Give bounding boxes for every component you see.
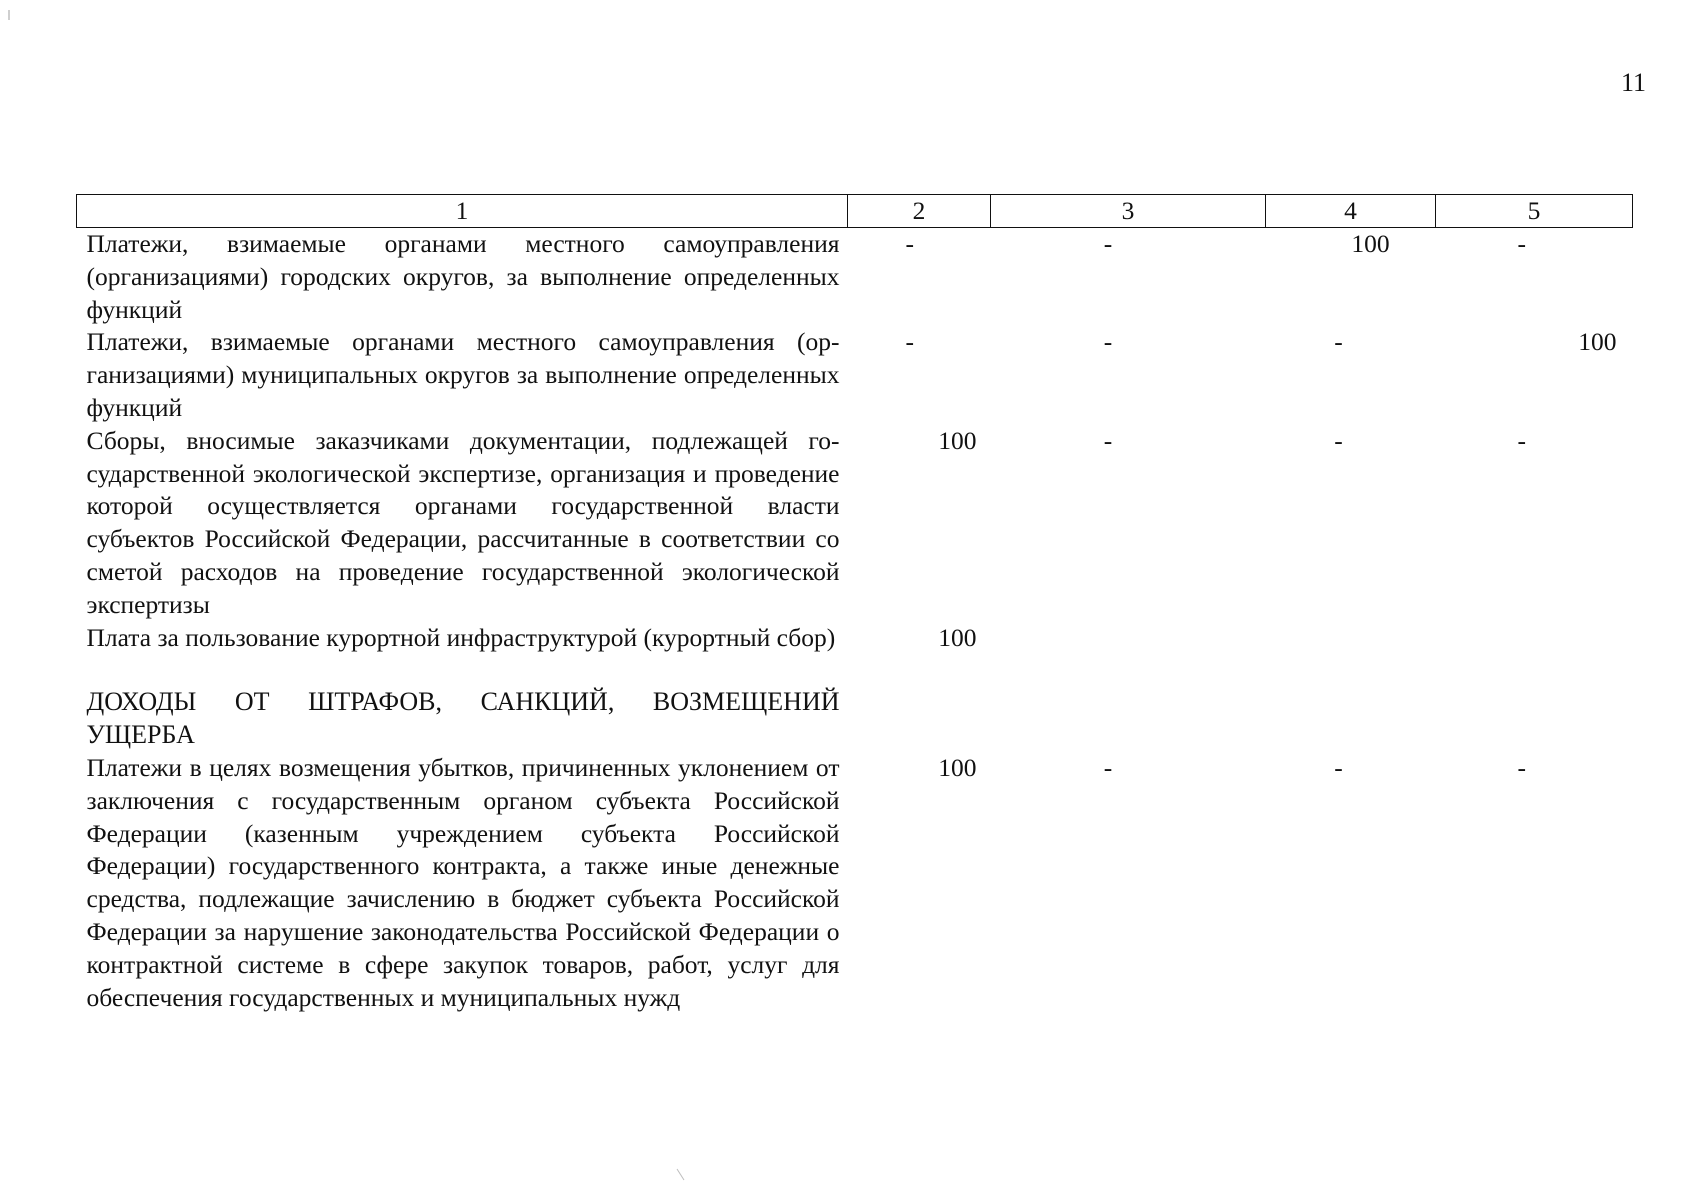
section-heading-line-2: УЩЕРБА (86, 720, 195, 750)
column-header-5: 5 (1436, 195, 1633, 228)
cell-value: - (1103, 229, 1113, 258)
cell-value: - (1334, 327, 1343, 357)
row-label: Платежи, взимаемые органами местного самоуправления (организациями) муниципальных округов за выполнение определенных функций (86, 327, 840, 422)
table-row (77, 752, 1633, 1014)
column-header-3: 3 (991, 195, 1266, 228)
row-label: Платежи, взимаемые органами местного самоуправления (организациями) городских округов, за выполнение определенных функций (86, 229, 840, 324)
table-row (77, 326, 1633, 424)
cell-value: - (1103, 752, 1113, 782)
cell-value: - (1334, 425, 1343, 455)
page-number: 11 (1620, 68, 1646, 97)
cell-value: 100 (938, 622, 977, 652)
section-heading-line-1: ДОХОДЫ ОТ ШТРАФОВ, САНКЦИЙ, ВОЗМЕЩЕНИЙ (86, 687, 840, 717)
cell-value: - (1103, 425, 1113, 455)
row-label: Плата за пользование курортной инфраструктурой (курортный сбор) (86, 622, 836, 652)
column-header-4: 4 (1266, 195, 1436, 228)
cell-value: - (1103, 327, 1113, 357)
table-header-row (77, 195, 1633, 228)
cell-value: - (1517, 229, 1526, 258)
table-row (77, 622, 1633, 655)
table-row (77, 228, 1633, 327)
column-header-2: 2 (848, 195, 991, 228)
row-label: Платежи в целях возмещения убытков, причиненных уклонением от заключения с государственным органом субъекта Российской Федерации (казенным учреждением субъекта Российской Федерации) государственного контракта, а также иные денежные средства, подлежащие зачислению в бюджет субъекта Российской Федерации за нарушение законодательства Российской Федерации о контрактной системе в сфере закупок товаров, работ, услуг для обеспечения государственных и муниципальных нужд (86, 752, 840, 1012)
scan-artifact-mark (8, 10, 10, 20)
revenue-distribution-table (76, 194, 1633, 1014)
cell-value: - (1517, 425, 1526, 455)
cell-value: 100 (938, 752, 977, 782)
cell-value: - (1517, 752, 1526, 782)
section-heading-row (77, 654, 1633, 752)
table-row (77, 425, 1633, 622)
cell-value: - (1334, 752, 1343, 782)
cell-value: 100 (938, 425, 977, 455)
cell-value: 100 (1351, 229, 1390, 258)
cell-value: - (905, 327, 914, 357)
cell-value: - (905, 229, 914, 258)
cell-value: 100 (1578, 327, 1617, 357)
column-header-1: 1 (77, 195, 848, 228)
row-label: Сборы, вносимые заказчиками документации, подлежащей государственной экологической экспертизе, организация и проведение которой осуществляется органами государственной власти субъектов Российской Федерации, рассчитанные в соответствии со сметой расходов на проведение государственной экологической экспертизы (86, 425, 840, 619)
section-heading (77, 654, 848, 752)
scan-speck (676, 1168, 686, 1182)
